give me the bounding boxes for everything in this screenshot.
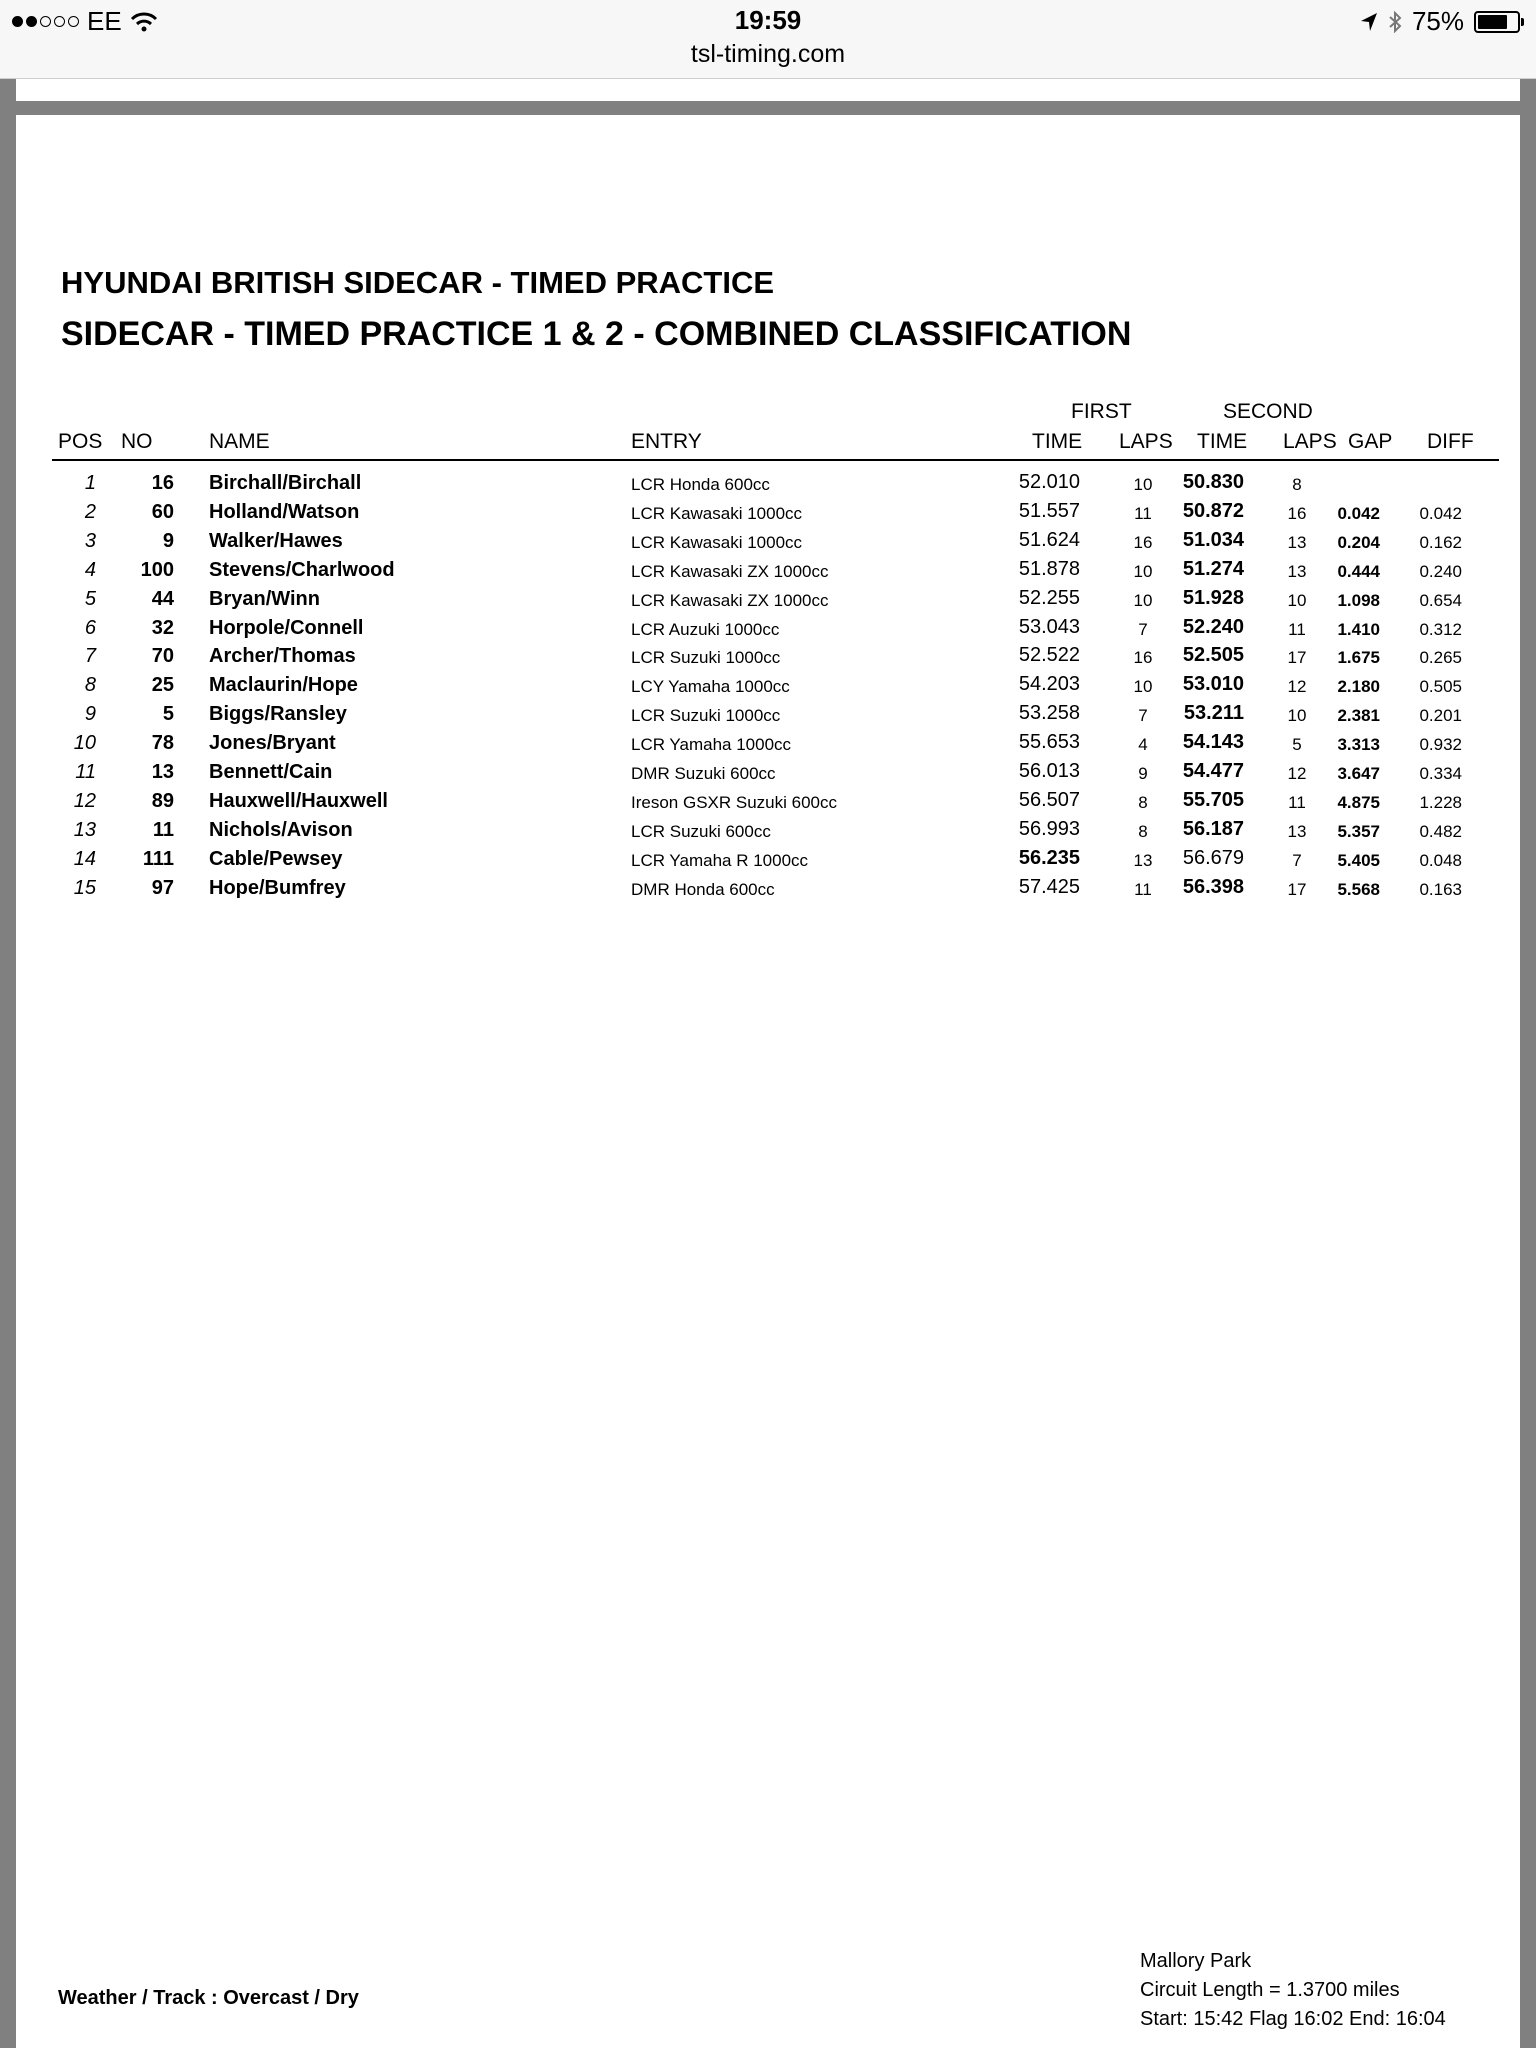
row-diff: 0.505: [1419, 677, 1462, 697]
row-name: Horpole/Connell: [209, 616, 364, 639]
row-first-time: 56.507: [1018, 788, 1080, 811]
row-name: Bryan/Winn: [209, 587, 320, 610]
row-first-laps: 10: [1133, 561, 1153, 581]
row-name: Archer/Thomas: [209, 645, 356, 668]
header-diff: DIFF: [1427, 430, 1474, 453]
status-right: [1360, 6, 1520, 37]
row-first-time: 52.255: [1018, 586, 1080, 609]
row-second-laps: 13: [1287, 561, 1307, 581]
row-second-time: 51.034: [1182, 528, 1244, 551]
table-row: [16, 701, 1520, 730]
row-first-laps: 10: [1133, 475, 1153, 494]
row-position: 12: [73, 789, 96, 812]
row-second-laps: 11: [1288, 792, 1306, 812]
row-position: 6: [84, 616, 96, 639]
row-diff: 0.334: [1419, 764, 1462, 783]
row-first-laps: 8: [1138, 821, 1148, 841]
row-diff: 0.163: [1419, 879, 1462, 899]
row-first-time: 52.522: [1018, 644, 1080, 667]
row-number: 13: [151, 761, 174, 783]
row-entry: LCR Suzuki 600cc: [631, 821, 771, 841]
row-first-laps: 7: [1138, 706, 1148, 726]
row-number: 44: [151, 587, 174, 610]
table-row: [16, 615, 1520, 644]
row-position: 5: [84, 587, 96, 610]
row-first-time: 51.557: [1018, 499, 1080, 522]
row-entry: LCR Kawasaki 1000cc: [631, 503, 803, 523]
row-position: 8: [84, 674, 96, 697]
row-first-laps: 8: [1138, 792, 1148, 812]
header-first-laps: LAPS: [1119, 430, 1173, 453]
row-first-time: 53.043: [1018, 615, 1080, 638]
row-second-laps: 10: [1287, 590, 1307, 610]
row-first-laps: 10: [1133, 677, 1153, 697]
address-bar-url[interactable]: tsl-timing.com: [690, 40, 846, 68]
row-gap: 0.042: [1337, 503, 1380, 523]
row-first-laps: 16: [1133, 648, 1153, 668]
weather-track-conditions: Weather / Track : Overcast / Dry: [58, 1987, 359, 2009]
row-name: Hauxwell/Hauxwell: [209, 789, 388, 812]
row-name: Cable/Pewsey: [209, 847, 343, 870]
session-title: SIDECAR - TIMED PRACTICE 1 & 2 - COMBINED CLASSIFICATION: [61, 315, 1132, 353]
row-gap: 1.098: [1337, 590, 1380, 610]
row-second-time: 56.187: [1182, 817, 1244, 840]
row-number: 9: [162, 529, 174, 552]
row-gap: 3.313: [1337, 735, 1380, 755]
row-number: 70: [151, 645, 174, 668]
row-diff: 0.201: [1419, 706, 1462, 726]
row-second-laps: 16: [1287, 503, 1307, 523]
header-pos: POS: [58, 430, 103, 453]
row-second-time: 50.830: [1182, 471, 1244, 493]
venue-name: Mallory Park: [1140, 1950, 1252, 1972]
row-second-laps: 8: [1292, 475, 1302, 494]
row-position: 9: [84, 703, 96, 726]
row-position: 2: [84, 500, 96, 523]
row-entry: LCR Suzuki 1000cc: [631, 648, 781, 668]
row-second-laps: 5: [1292, 735, 1302, 755]
carrier-name: EE: [87, 6, 122, 36]
bluetooth-icon: [1388, 11, 1402, 33]
row-second-time: 51.928: [1182, 586, 1244, 609]
row-number: 11: [152, 818, 174, 841]
header-name: NAME: [209, 430, 270, 453]
row-gap: 2.180: [1337, 677, 1380, 697]
row-diff: 0.932: [1419, 735, 1462, 755]
row-position: 1: [84, 472, 96, 494]
table-row: [16, 788, 1520, 817]
table-row: [16, 586, 1520, 615]
row-entry: LCR Kawasaki ZX 1000cc: [631, 561, 829, 581]
row-first-time: 56.013: [1018, 760, 1080, 782]
row-second-laps: 17: [1287, 648, 1307, 668]
row-diff: 0.654: [1419, 590, 1462, 610]
row-diff: 0.048: [1419, 850, 1462, 870]
circuit-length: Circuit Length = 1.3700 miles: [1140, 1979, 1400, 2001]
row-name: Stevens/Charlwood: [209, 558, 395, 581]
row-entry: LCR Yamaha 1000cc: [631, 735, 792, 755]
row-first-laps: 11: [1134, 503, 1152, 523]
row-gap: 0.204: [1337, 532, 1380, 552]
table-row: [16, 499, 1520, 528]
previous-page-edge: [16, 79, 1520, 101]
row-diff: 0.265: [1419, 648, 1462, 668]
row-second-time: 53.211: [1183, 702, 1244, 725]
row-second-time: 51.274: [1182, 557, 1244, 580]
row-gap: 5.405: [1337, 850, 1380, 870]
row-second-time: 56.679: [1182, 846, 1244, 869]
row-first-laps: 16: [1133, 532, 1153, 552]
row-diff: 0.042: [1419, 503, 1462, 523]
row-number: 16: [151, 472, 174, 494]
row-position: 4: [84, 558, 96, 581]
results-page: [16, 115, 1520, 2048]
row-position: 10: [73, 732, 96, 755]
header-first-time: TIME: [1032, 430, 1083, 453]
table-row: [16, 846, 1520, 875]
status-bar: [0, 0, 1536, 79]
row-number: 111: [142, 847, 174, 870]
row-entry: LCR Auzuki 1000cc: [631, 619, 780, 639]
row-position: 15: [73, 876, 96, 899]
header-divider: [52, 459, 1499, 461]
table-row: [16, 672, 1520, 701]
row-entry: LCY Yamaha 1000cc: [631, 677, 790, 697]
row-first-time: 54.203: [1018, 673, 1080, 696]
row-diff: 0.482: [1419, 821, 1462, 841]
table-row: [16, 730, 1520, 759]
row-name: Nichols/Avison: [209, 818, 353, 841]
row-name: Hope/Bumfrey: [209, 876, 346, 899]
row-first-time: 53.258: [1018, 702, 1080, 725]
row-second-laps: 7: [1292, 850, 1302, 870]
row-position: 7: [84, 645, 96, 668]
row-name: Bennett/Cain: [209, 761, 333, 783]
row-number: 100: [140, 558, 174, 581]
row-number: 60: [151, 500, 174, 523]
row-position: 14: [73, 847, 96, 870]
row-entry: LCR Suzuki 1000cc: [631, 706, 781, 726]
row-second-time: 54.477: [1182, 760, 1244, 782]
row-name: Biggs/Ransley: [209, 703, 347, 726]
row-first-time: 52.010: [1018, 471, 1080, 493]
row-first-laps: 13: [1133, 850, 1153, 870]
row-gap: 5.357: [1337, 821, 1380, 841]
row-entry: LCR Kawasaki ZX 1000cc: [631, 590, 829, 610]
row-second-time: 52.240: [1182, 615, 1244, 638]
row-entry: LCR Honda 600cc: [631, 475, 770, 494]
row-first-laps: 11: [1134, 879, 1152, 899]
header-gap: GAP: [1348, 430, 1393, 453]
row-second-laps: 10: [1287, 706, 1307, 726]
row-gap: 4.875: [1337, 792, 1380, 812]
table-row: [16, 817, 1520, 846]
row-second-laps: 17: [1287, 879, 1307, 899]
row-second-time: 53.010: [1182, 673, 1244, 696]
row-entry: Ireson GSXR Suzuki 600cc: [631, 792, 837, 812]
header-entry: ENTRY: [631, 430, 702, 453]
row-entry: DMR Honda 600cc: [631, 879, 775, 899]
row-second-laps: 12: [1287, 677, 1307, 697]
table-row: [16, 528, 1520, 557]
row-second-laps: 13: [1287, 821, 1307, 841]
location-arrow-icon: [1360, 12, 1378, 32]
row-first-laps: 7: [1138, 619, 1148, 639]
table-row: [16, 470, 1520, 499]
row-name: Birchall/Birchall: [209, 472, 362, 494]
row-second-laps: 12: [1287, 764, 1307, 783]
row-number: 89: [151, 789, 174, 812]
row-diff: 0.312: [1419, 619, 1462, 639]
row-first-laps: 9: [1138, 764, 1148, 783]
row-gap: 2.381: [1337, 706, 1380, 726]
row-gap: 1.410: [1337, 619, 1380, 639]
row-number: 32: [151, 616, 174, 639]
table-row: [16, 875, 1520, 904]
battery-icon: [1474, 11, 1520, 33]
row-second-time: 50.872: [1182, 499, 1244, 522]
row-first-time: 56.993: [1018, 817, 1080, 840]
row-gap: 3.647: [1337, 764, 1380, 783]
row-gap: 1.675: [1337, 648, 1380, 668]
row-name: Jones/Bryant: [209, 732, 336, 755]
row-diff: 0.240: [1419, 561, 1462, 581]
header-no: NO: [121, 430, 153, 453]
row-number: 97: [151, 876, 174, 899]
row-second-time: 55.705: [1182, 788, 1244, 811]
row-second-time: 56.398: [1182, 875, 1244, 898]
header-second-time: TIME: [1197, 430, 1248, 453]
row-name: Holland/Watson: [209, 500, 360, 523]
header-second-laps: LAPS: [1283, 430, 1337, 453]
row-entry: LCR Kawasaki 1000cc: [631, 532, 803, 552]
table-row: [16, 643, 1520, 672]
header-second: SECOND: [1223, 400, 1313, 423]
row-first-laps: 4: [1138, 735, 1148, 755]
row-diff: 1.228: [1419, 792, 1462, 812]
event-title: HYUNDAI BRITISH SIDECAR - TIMED PRACTICE: [61, 265, 775, 300]
clock: 19:59: [734, 5, 802, 35]
row-name: Maclaurin/Hope: [209, 674, 358, 697]
row-second-time: 54.143: [1182, 731, 1244, 754]
row-number: 78: [151, 732, 174, 755]
header-first: FIRST: [1071, 400, 1132, 423]
row-gap: 0.444: [1337, 561, 1380, 581]
row-name: Walker/Hawes: [209, 529, 343, 552]
row-position: 11: [75, 761, 96, 783]
row-position: 3: [84, 529, 96, 552]
row-entry: DMR Suzuki 600cc: [631, 764, 776, 783]
row-number: 25: [151, 674, 174, 697]
row-second-time: 52.505: [1182, 644, 1244, 667]
row-first-time: 56.235: [1018, 846, 1080, 869]
table-row: [16, 557, 1520, 586]
row-diff: 0.162: [1419, 532, 1462, 552]
row-second-laps: 13: [1287, 532, 1307, 552]
row-first-laps: 10: [1133, 590, 1153, 610]
row-first-time: 51.878: [1018, 557, 1080, 580]
row-gap: 5.568: [1337, 879, 1380, 899]
table-row: [16, 759, 1520, 788]
row-second-laps: 11: [1288, 619, 1306, 639]
session-times: Start: 15:42 Flag 16:02 End: 16:04: [1140, 2008, 1446, 2030]
battery-percentage: 75%: [1411, 6, 1464, 36]
row-first-time: 55.653: [1018, 731, 1080, 754]
row-entry: LCR Yamaha R 1000cc: [631, 850, 809, 870]
row-position: 13: [73, 818, 96, 841]
row-number: 5: [162, 703, 174, 726]
row-first-time: 51.624: [1018, 528, 1080, 551]
row-first-time: 57.425: [1018, 875, 1080, 898]
